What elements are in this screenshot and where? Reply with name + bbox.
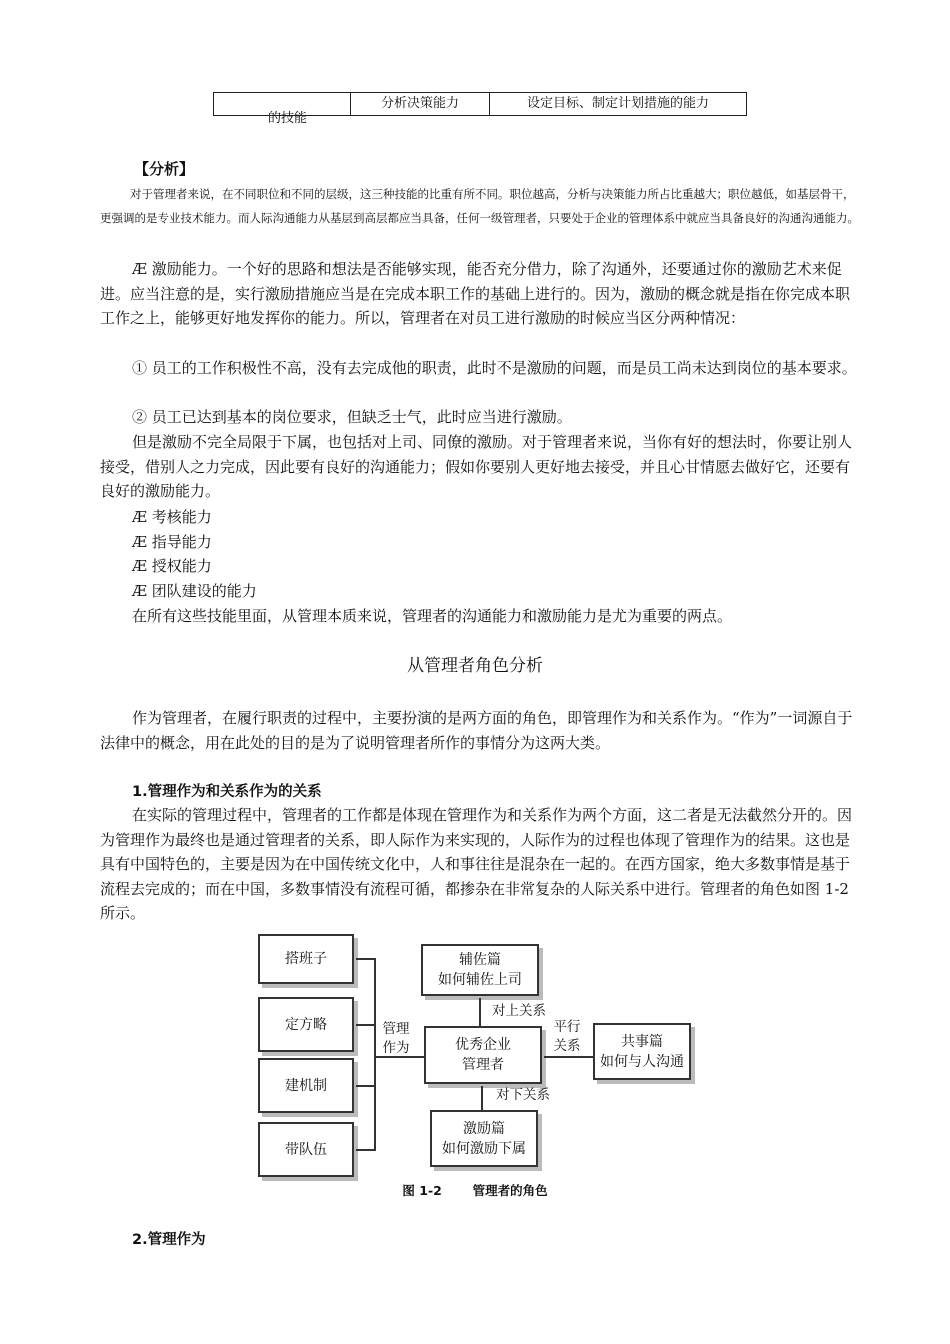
diagram-box-mechanism [258, 1058, 354, 1113]
box-title: 优秀企业 [455, 1037, 511, 1053]
diagram-box-team [258, 934, 354, 984]
label-line: 管理 [382, 1021, 410, 1037]
box-label: 建机制 [285, 1077, 327, 1094]
mgmt-action-label [378, 1020, 414, 1058]
diagram-box-manager [424, 1026, 542, 1084]
section-title: 从管理者角色分析 [407, 656, 543, 676]
diagram-box-cooperate [593, 1023, 691, 1080]
box-subtitle: 如何与人沟通 [600, 1053, 684, 1070]
subsection-1-text: 在实际的管理过程中，管理者的工作都是体现在管理作为和关系作为两个方面，这二者是无法截然分开的。因为管理作为最终也是通过管理者的关系，即人际作为来实现的，人际作为的过程也体现了管理作为的结果。这也是具有中国特色的，主要是因为在中国传统文化中，人和事往往是混杂在一起的。在西方国家，绝大多数事情是基于流程去完成的；而在中国，多数事情没有流程可循，都掺杂在非常复杂的人际关系中进行。管理者的角色如图 1-2 所示。 [100, 806, 853, 922]
diagram-box-assist [421, 944, 539, 996]
box-title: 激励篇 [463, 1120, 505, 1137]
diagram-box-motivate [430, 1110, 538, 1167]
connector-line [356, 958, 376, 960]
table-cell-2: 分析决策能力 [351, 93, 490, 115]
bullet-item: Æ 指导能力 [132, 533, 212, 551]
upward-relation-label: 对上关系 [492, 1003, 546, 1019]
motivation-item-2: ② 员工已达到基本的岗位要求，但缺乏士气，此时应当进行激励。 [132, 408, 572, 426]
bullet-item: Æ 考核能力 [132, 508, 212, 526]
box-title: 辅佐篇 [459, 952, 501, 968]
motivation-item-1: ① 员工的工作积极性不高，没有去完成他的职责，此时不是激励的问题，而是员工尚未达到岗位的基本要求。 [132, 359, 857, 377]
analysis-heading: 【分析】 [134, 160, 195, 178]
analysis-text: 对于管理者来说，在不同职位和不同的层级，这三种技能的比重有所不同。职位越高，分析与决策能力所占比重越大；职位越低，如基层骨干，更强调的是专业技术能力。而人际沟通能力从基层到高层都应当具备，任何一级管理者，只要处于企业的管理体系中就应当具备良好的沟通沟通能力。 [100, 187, 859, 225]
figure-caption [0, 1181, 950, 1199]
table-cell-3: 设定目标、制定计划措施的能力 [526, 96, 709, 111]
caption-number: 图 1-2 [402, 1183, 442, 1198]
label-line: 平行 [553, 1019, 581, 1035]
box-label: 定方略 [285, 1016, 327, 1033]
connector-line [479, 998, 481, 1026]
label-line: 作为 [382, 1040, 410, 1056]
subsection-1-title: 1.管理作为和关系作为的关系 [132, 784, 322, 800]
box-subtitle: 管理者 [462, 1057, 504, 1073]
motivation-paragraph-2: 但是激励不完全局限于下属，也包括对上司、同僚的激励。对于管理者来说，当你有好的想法时，你要让别人接受，借别人之力完成，因此要有良好的沟通能力；假如你要别人更好地去接受，并且心甘情愿去做好它，还要有良好的激励能力。 [100, 433, 853, 500]
box-label: 带队伍 [285, 1141, 327, 1158]
connector-line [544, 1056, 594, 1058]
caption-text: 管理者的角色 [472, 1183, 548, 1198]
box-label: 搭班子 [285, 951, 327, 967]
table-cell-overflow-text: 的技能 [268, 111, 308, 126]
box-subtitle: 如何辅佐上司 [438, 972, 522, 988]
downward-relation-label: 对下关系 [496, 1087, 550, 1103]
bracket-line [374, 958, 376, 1151]
box-title: 共事篇 [621, 1033, 663, 1050]
connector-line [481, 1086, 483, 1110]
box-subtitle: 如何激励下属 [442, 1140, 526, 1157]
connector-line [356, 1085, 376, 1087]
diagram-box-strategy [258, 997, 354, 1052]
connector-line [356, 1024, 376, 1026]
section-intro: 作为管理者，在履行职责的过程中，主要扮演的是两方面的角色，即管理作为和关系作为。“作为”一词源自于法律中的概念，用在此处的目的是为了说明管理者所作的事情分为这两大类。 [100, 709, 853, 752]
diagram-box-lead [258, 1122, 354, 1177]
bullet-item: Æ 授权能力 [132, 557, 212, 575]
summary-paragraph: 在所有这些技能里面，从管理本质来说，管理者的沟通能力和激励能力是尤为重要的两点。 [132, 607, 733, 625]
connector-line [356, 1149, 376, 1151]
subsection-2-title: 2.管理作为 [132, 1232, 206, 1248]
motivation-paragraph: Æ 激励能力。一个好的思路和想法是否能够实现，能否充分借力，除了沟通外，还要通过你的激励艺术来促进。应当注意的是，实行激励措施应当是在完成本职工作的基础上进行的。因为，激励的概念就是指在你完成本职工作之上，能够更好地发挥你的能力。所以，管理者在对员工进行激励的时候应当区分两种情况： [100, 260, 851, 327]
label-line: 关系 [553, 1038, 581, 1054]
parallel-relation-label [548, 1018, 586, 1056]
bullet-item: Æ 团队建设的能力 [132, 582, 257, 600]
